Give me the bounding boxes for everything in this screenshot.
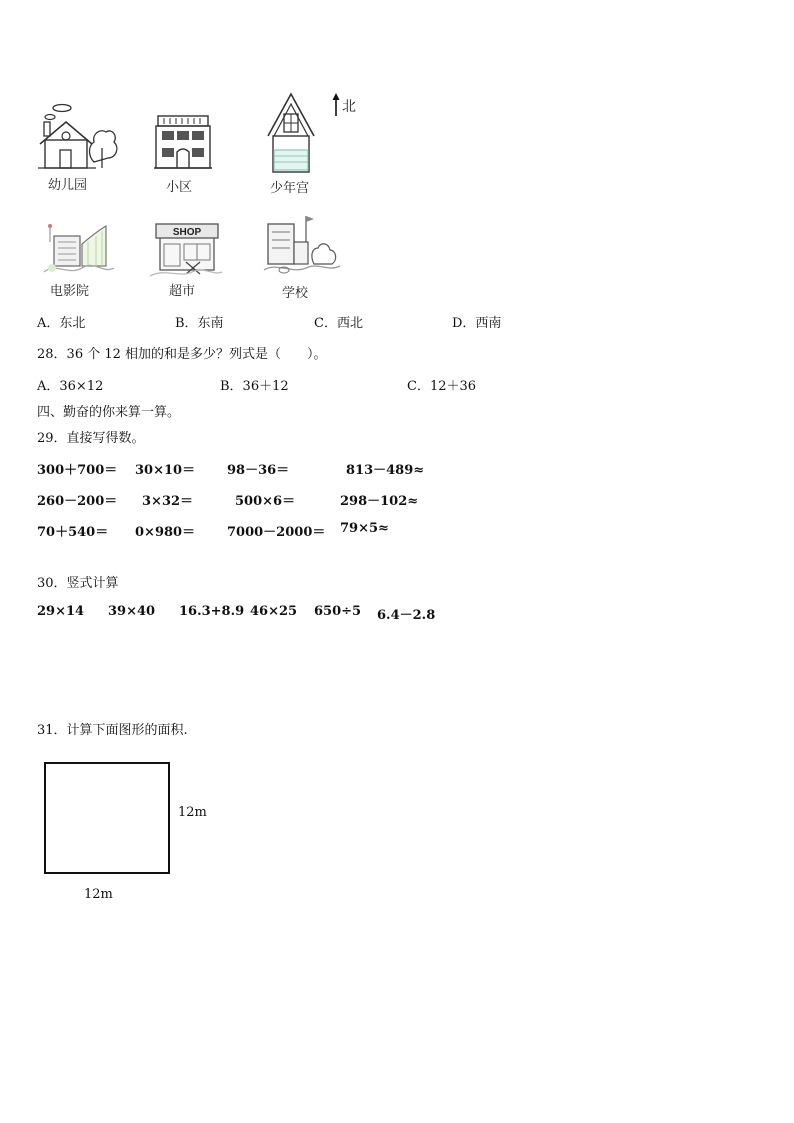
q29-item: 79×5≈ <box>340 521 389 536</box>
q29-item: 300＋700＝ <box>37 463 118 478</box>
north-arrow-icon <box>330 92 342 118</box>
q29-item: 813－489≈ <box>346 463 425 478</box>
square-side-bottom-label: 12m <box>84 887 113 902</box>
q29-item: 298－102≈ <box>340 494 419 509</box>
q30-item: 46×25 <box>250 604 298 619</box>
place-label-supermarket: 超市 <box>169 284 196 299</box>
q30-title: 30．竖式计算 <box>37 576 119 591</box>
q27-option-a[interactable]: A．东北 <box>37 316 86 331</box>
q30-item: 16.3+8.9 <box>179 604 245 619</box>
residential-building-icon <box>154 114 212 170</box>
q27-option-d[interactable]: D．西南 <box>452 316 502 331</box>
q29-item: 98－36＝ <box>227 463 290 478</box>
place-label-residential: 小区 <box>166 180 193 195</box>
square-figure <box>44 762 170 874</box>
q29-item: 30×10＝ <box>135 463 196 478</box>
q29-item: 7000－2000＝ <box>227 525 326 540</box>
q29-item: 3×32＝ <box>142 494 194 509</box>
q30-item: 6.4－2.8 <box>377 608 436 623</box>
kindergarten-icon <box>36 100 118 172</box>
place-label-school: 学校 <box>282 286 309 301</box>
q31-title: 31．计算下面图形的面积. <box>37 723 188 738</box>
q28-option-a[interactable]: A．36×12 <box>37 379 104 394</box>
q30-item: 650÷5 <box>314 604 362 619</box>
north-label: 北 <box>342 99 356 115</box>
section-4-title: 四、勤奋的你来算一算。 <box>37 405 181 420</box>
q27-option-c[interactable]: C．西北 <box>314 316 363 331</box>
school-icon <box>262 212 342 278</box>
q29-item: 500×6＝ <box>235 494 296 509</box>
q29-item: 70＋540＝ <box>37 525 109 540</box>
square-side-right-label: 12m <box>178 805 207 820</box>
shop-sign: SHOP <box>172 227 202 238</box>
q27-option-b[interactable]: B．东南 <box>175 316 224 331</box>
q28-option-b[interactable]: B．36＋12 <box>220 379 289 394</box>
q30-item: 39×40 <box>108 604 156 619</box>
place-label-cinema: 电影院 <box>50 284 90 299</box>
place-label-youth-palace: 少年宫 <box>270 181 310 196</box>
q29-item: 0×980＝ <box>135 525 196 540</box>
supermarket-icon <box>150 218 222 278</box>
cinema-icon <box>42 222 116 278</box>
q30-item: 29×14 <box>37 604 85 619</box>
youth-palace-icon <box>264 92 320 176</box>
q28-question: 28．36 个 12 相加的和是多少？列式是（ ）。 <box>37 347 327 362</box>
q28-option-c[interactable]: C．12＋36 <box>407 379 477 394</box>
place-label-kindergarten: 幼儿园 <box>48 178 88 193</box>
q29-item: 260－200＝ <box>37 494 118 509</box>
q29-title: 29．直接写得数。 <box>37 431 145 446</box>
